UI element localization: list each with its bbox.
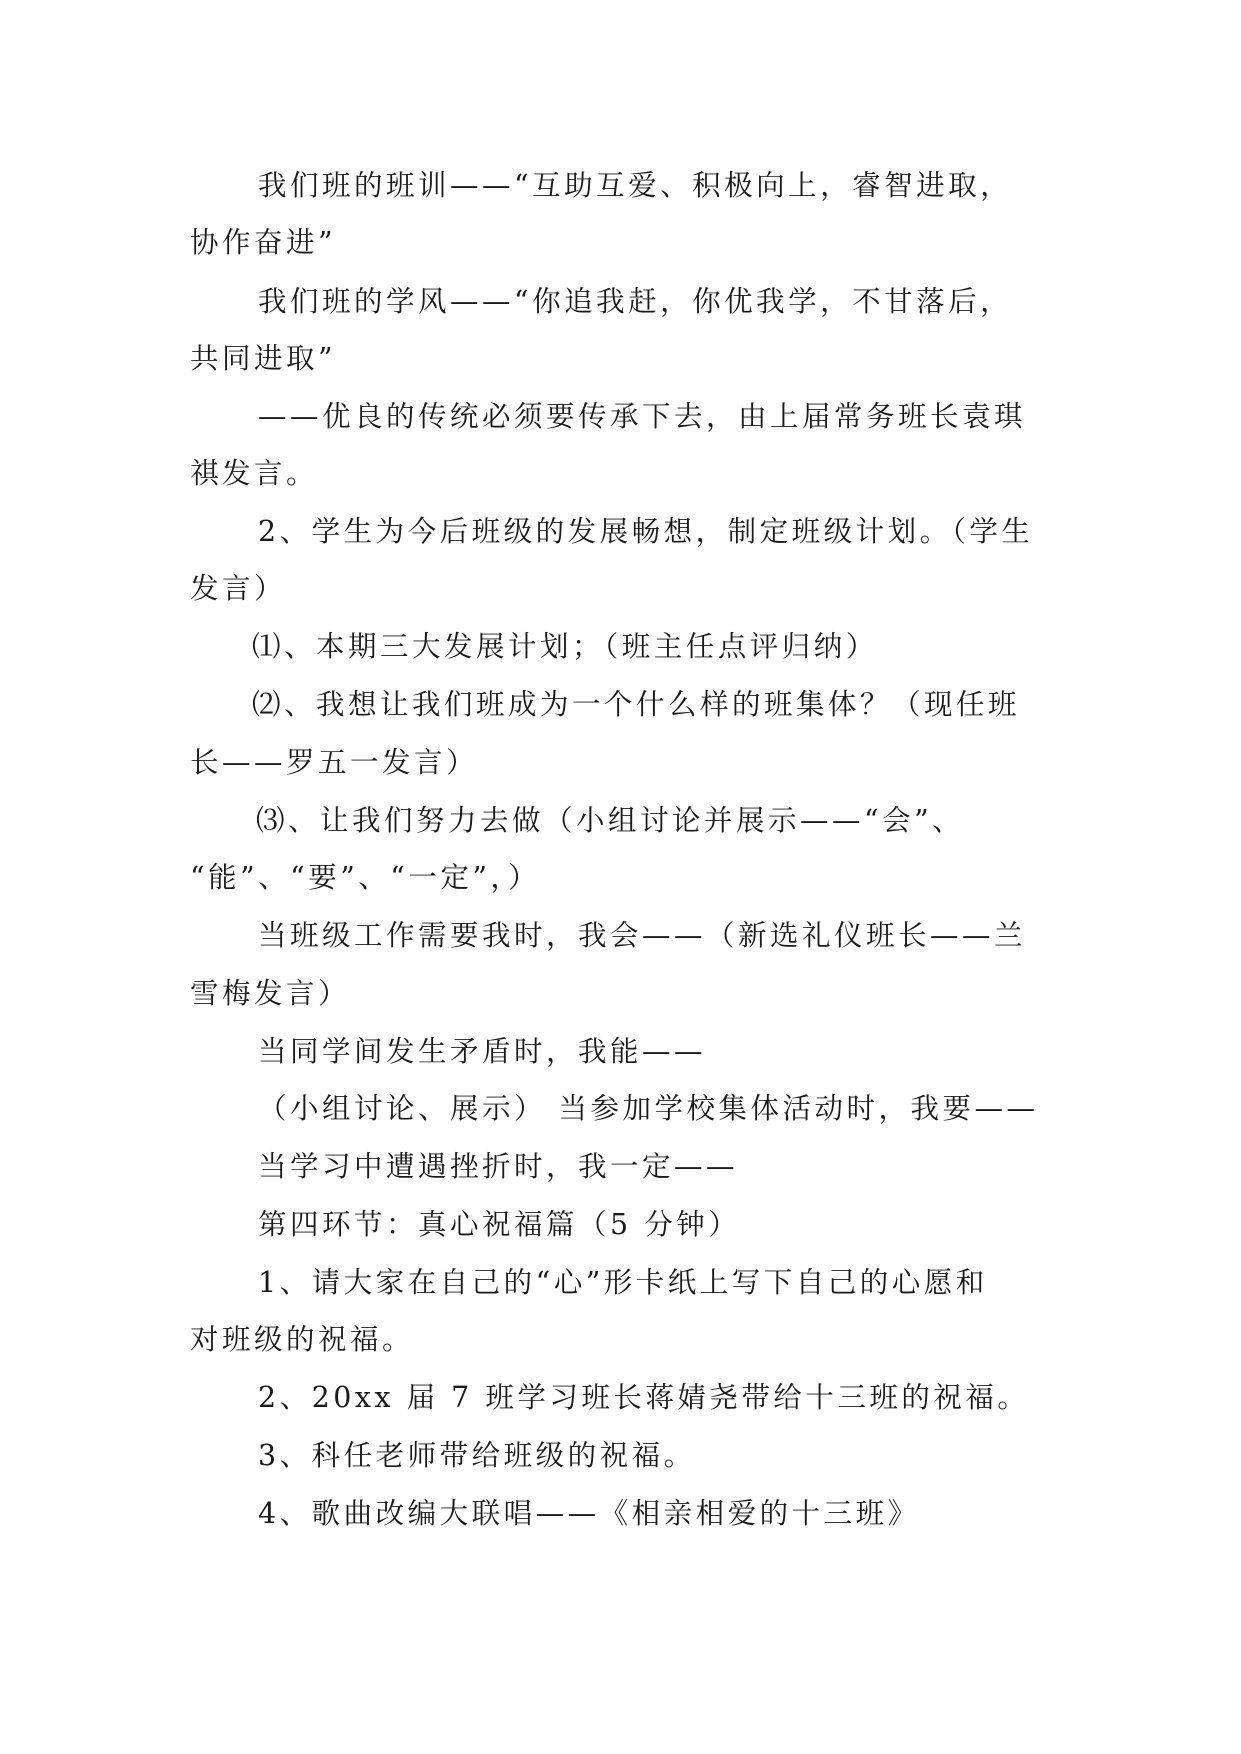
paragraph-line: 发言） <box>190 572 287 605</box>
paragraph-line: 祺发言。 <box>190 457 319 490</box>
paragraph-line: ⑶、让我们努力去做（小组讨论并展示——“会”、 <box>256 804 965 837</box>
paragraph-line: ——优良的传统必须要传承下去，由上届常务班长袁琪 <box>258 400 1027 433</box>
paragraph-line: 1、请大家在自己的“心”形卡纸上写下自己的心愿和 <box>258 1266 988 1299</box>
paragraph-line: 共同进取” <box>190 342 337 375</box>
paragraph-line: 雪梅发言） <box>190 977 351 1010</box>
paragraph-line: 我们班的学风——“你追我赶，你优我学，不甘落后， <box>258 285 1013 318</box>
section-heading: 第四环节：真心祝福篇（5 分钟） <box>258 1208 741 1241</box>
paragraph-line: 协作奋进” <box>190 226 337 259</box>
paragraph-line: 对班级的祝福。 <box>190 1323 415 1356</box>
paragraph-line: （小组讨论、展示） 当参加学校集体活动时，我要—— <box>258 1092 1039 1125</box>
paragraph-line: 当同学间发生矛盾时，我能—— <box>258 1035 707 1068</box>
paragraph-line: “能”、“要”、“一定”，） <box>190 861 541 894</box>
paragraph-line: ⑴、本期三大发展计划；（班主任点评归纳） <box>252 630 878 663</box>
paragraph-line: 4、歌曲改编大联唱——《相亲相爱的十三班》 <box>258 1497 920 1530</box>
paragraph-line: 我们班的班训——“互助互爱、积极向上，睿智进取， <box>258 169 1013 202</box>
paragraph-line: 2、20xx 届 7 班学习班长蒋婧尧带给十三班的祝福。 <box>258 1381 1030 1414</box>
paragraph-line: 当班级工作需要我时，我会——（新选礼仪班长——兰 <box>258 919 1027 952</box>
paragraph-line: 长——罗五一发言） <box>190 746 479 779</box>
paragraph-line: 2、学生为今后班级的发展畅想，制定班级计划。（学生 <box>258 515 1034 548</box>
paragraph-line: ⑵、我想让我们班成为一个什么样的班集体？（现任班 <box>252 688 1021 721</box>
paragraph-line: 当学习中遭遇挫折时，我一定—— <box>258 1150 739 1183</box>
paragraph-line: 3、科任老师带给班级的祝福。 <box>258 1439 696 1472</box>
